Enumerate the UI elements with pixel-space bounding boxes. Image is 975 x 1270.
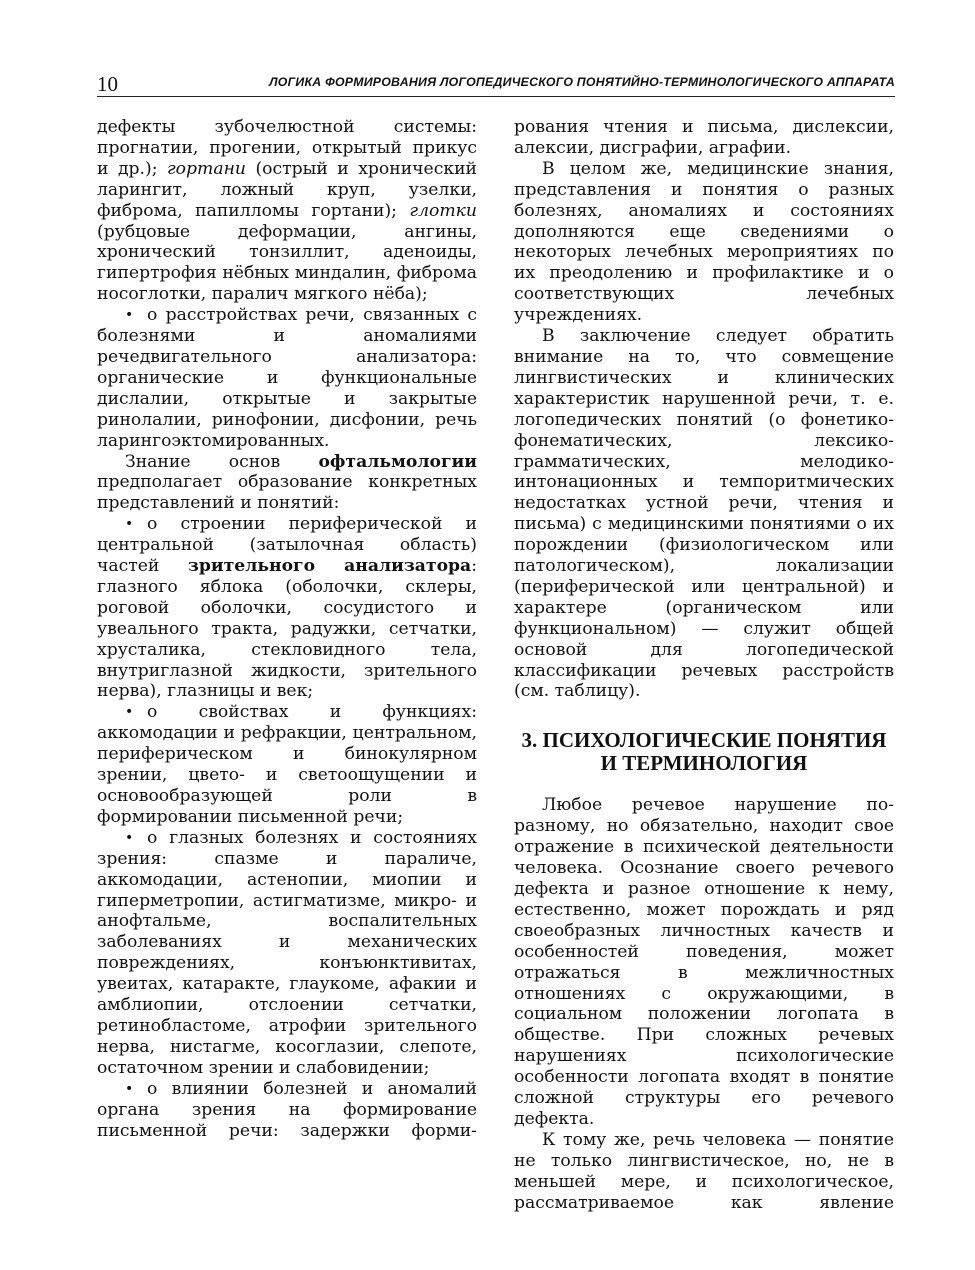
paragraph: В целом же, медицинские знания, представления и понятия о разных болезнях, аномалиях и состояниях дополняются еще сведениями о некоторых лечебных мероприятиях по их преодолению и профилактике и о соответствующих лечебных учреждениях. — [514, 158, 894, 326]
paragraph: К тому же, речь человека — понятие не только лингвистическое, но, не в меньшей мере, и психологическое, рассматриваемое как явление — [514, 1129, 894, 1213]
bullet-icon: • — [125, 829, 134, 846]
paragraph: рования чтения и письма, дислексии, алексии, дисграфии, аграфии. — [514, 117, 894, 158]
running-title: ЛОГИКА ФОРМИРОВАНИЯ ЛОГОПЕДИЧЕСКОГО ПОНЯТИЙНО-ТЕРМИНОЛОГИЧЕСКОГО АППАРАТА — [269, 75, 895, 89]
left-column — [97, 117, 477, 1141]
bullet-icon: • — [125, 307, 134, 324]
bullet-item: • о расстройствах речи, связанных с болезнями и аномалиями речедвигательного анализатора: органические и функциональные дислалии, открытые и закрытые ринолалии, ринофонии, дисфонии, речь ларингоэктомированных. — [97, 305, 477, 451]
page-number: 10 — [97, 72, 118, 96]
bullet-item: • о глазных болезнях и состояниях зрения: спазме и параличе, аккомодации, астенопии, миопии и гиперметропии, астигматизме, микро- и анофтальме, воспалительных заболеваниях и механических повреждениях, конъюнктивитах, увеитах, катаракте, глаукоме, афакии и амблиопии, отслоении сетчатки, ретинобластоме, атрофии зрительного нерва, нистагме, косоглазии, слепоте, остаточном зрении и слабовидении; — [97, 827, 477, 1078]
paragraph: В заключение следует обратить внимание на то, что совмещение лингвистических и клинических характеристик нарушенной речи, т. е. логопедических понятий (о фонетико-фонематических, лексико-грамматических, мелодико-интонационных и темпоритмических недостатках устной речи, чтения и письма) с медицинскими понятиями о их порождении (физиологическом или патологическом), локализации (периферической или центральной) и характере (органическом или функциональном) — служит общей основой для логопедической классификации речевых расстройств (см. таблицу). — [514, 326, 894, 702]
paragraph: дефекты зубочелюстной системы: прогнатии, прогении, открытый прикус и др.); гортани (острый и хронический ларингит, ложный круп, узелки, фиброма, папилломы гортани); глотки (рубцовые деформации, ангины, хронический тонзиллит, аденоиды, гипертрофия нёбных миндалин, фиброма носоглотки, паралич мягкого нёба); — [97, 117, 477, 305]
bullet-item: • о строении периферической и центральной (затылочная область) частей зрительного анализатора: глазного яблока (оболочки, склеры, роговой оболочки, сосудистого и увеального тракта, радужки, сетчатки, хрусталика, стекловидного тела, внутриглазной жидкости, зрительного нерва), глазницы и век; — [97, 514, 477, 702]
bullet-icon: • — [125, 1080, 134, 1097]
running-header — [97, 70, 895, 97]
right-column — [514, 117, 894, 1214]
bullet-icon: • — [125, 704, 134, 721]
section-heading: 3. ПСИХОЛОГИЧЕСКИЕ ПОНЯТИЯ И ТЕРМИНОЛОГИЯ — [521, 728, 887, 776]
bullet-icon: • — [125, 516, 134, 533]
bullet-item: • о влиянии болезней и аномалий органа зрения на формирование письменной речи: задержки форми- — [97, 1078, 477, 1141]
paragraph: Любое речевое нарушение по-разному, но обязательно, находит свое отражение в психической деятельности человека. Осознание своего речевого дефекта и разное отношение к нему, естественно, может порождать и ряд своеобразных личностных качеств и особенностей поведения, может отражаться в межличностных отношениях с окружающими, в социальном положении логопата в обществе. При сложных речевых нарушениях психологические особенности логопата входят в понятие сложной структуры его речевого дефекта. — [514, 795, 894, 1129]
bullet-item: • о свойствах и функциях: аккомодации и рефракции, центральном, периферическом и бинокулярном зрении, цвето- и светоощущении и основообразующей роли в формировании письменной речи; — [97, 702, 477, 827]
paragraph: Знание основ офтальмологии предполагает образование конкретных представлений и понятий: — [97, 451, 477, 514]
